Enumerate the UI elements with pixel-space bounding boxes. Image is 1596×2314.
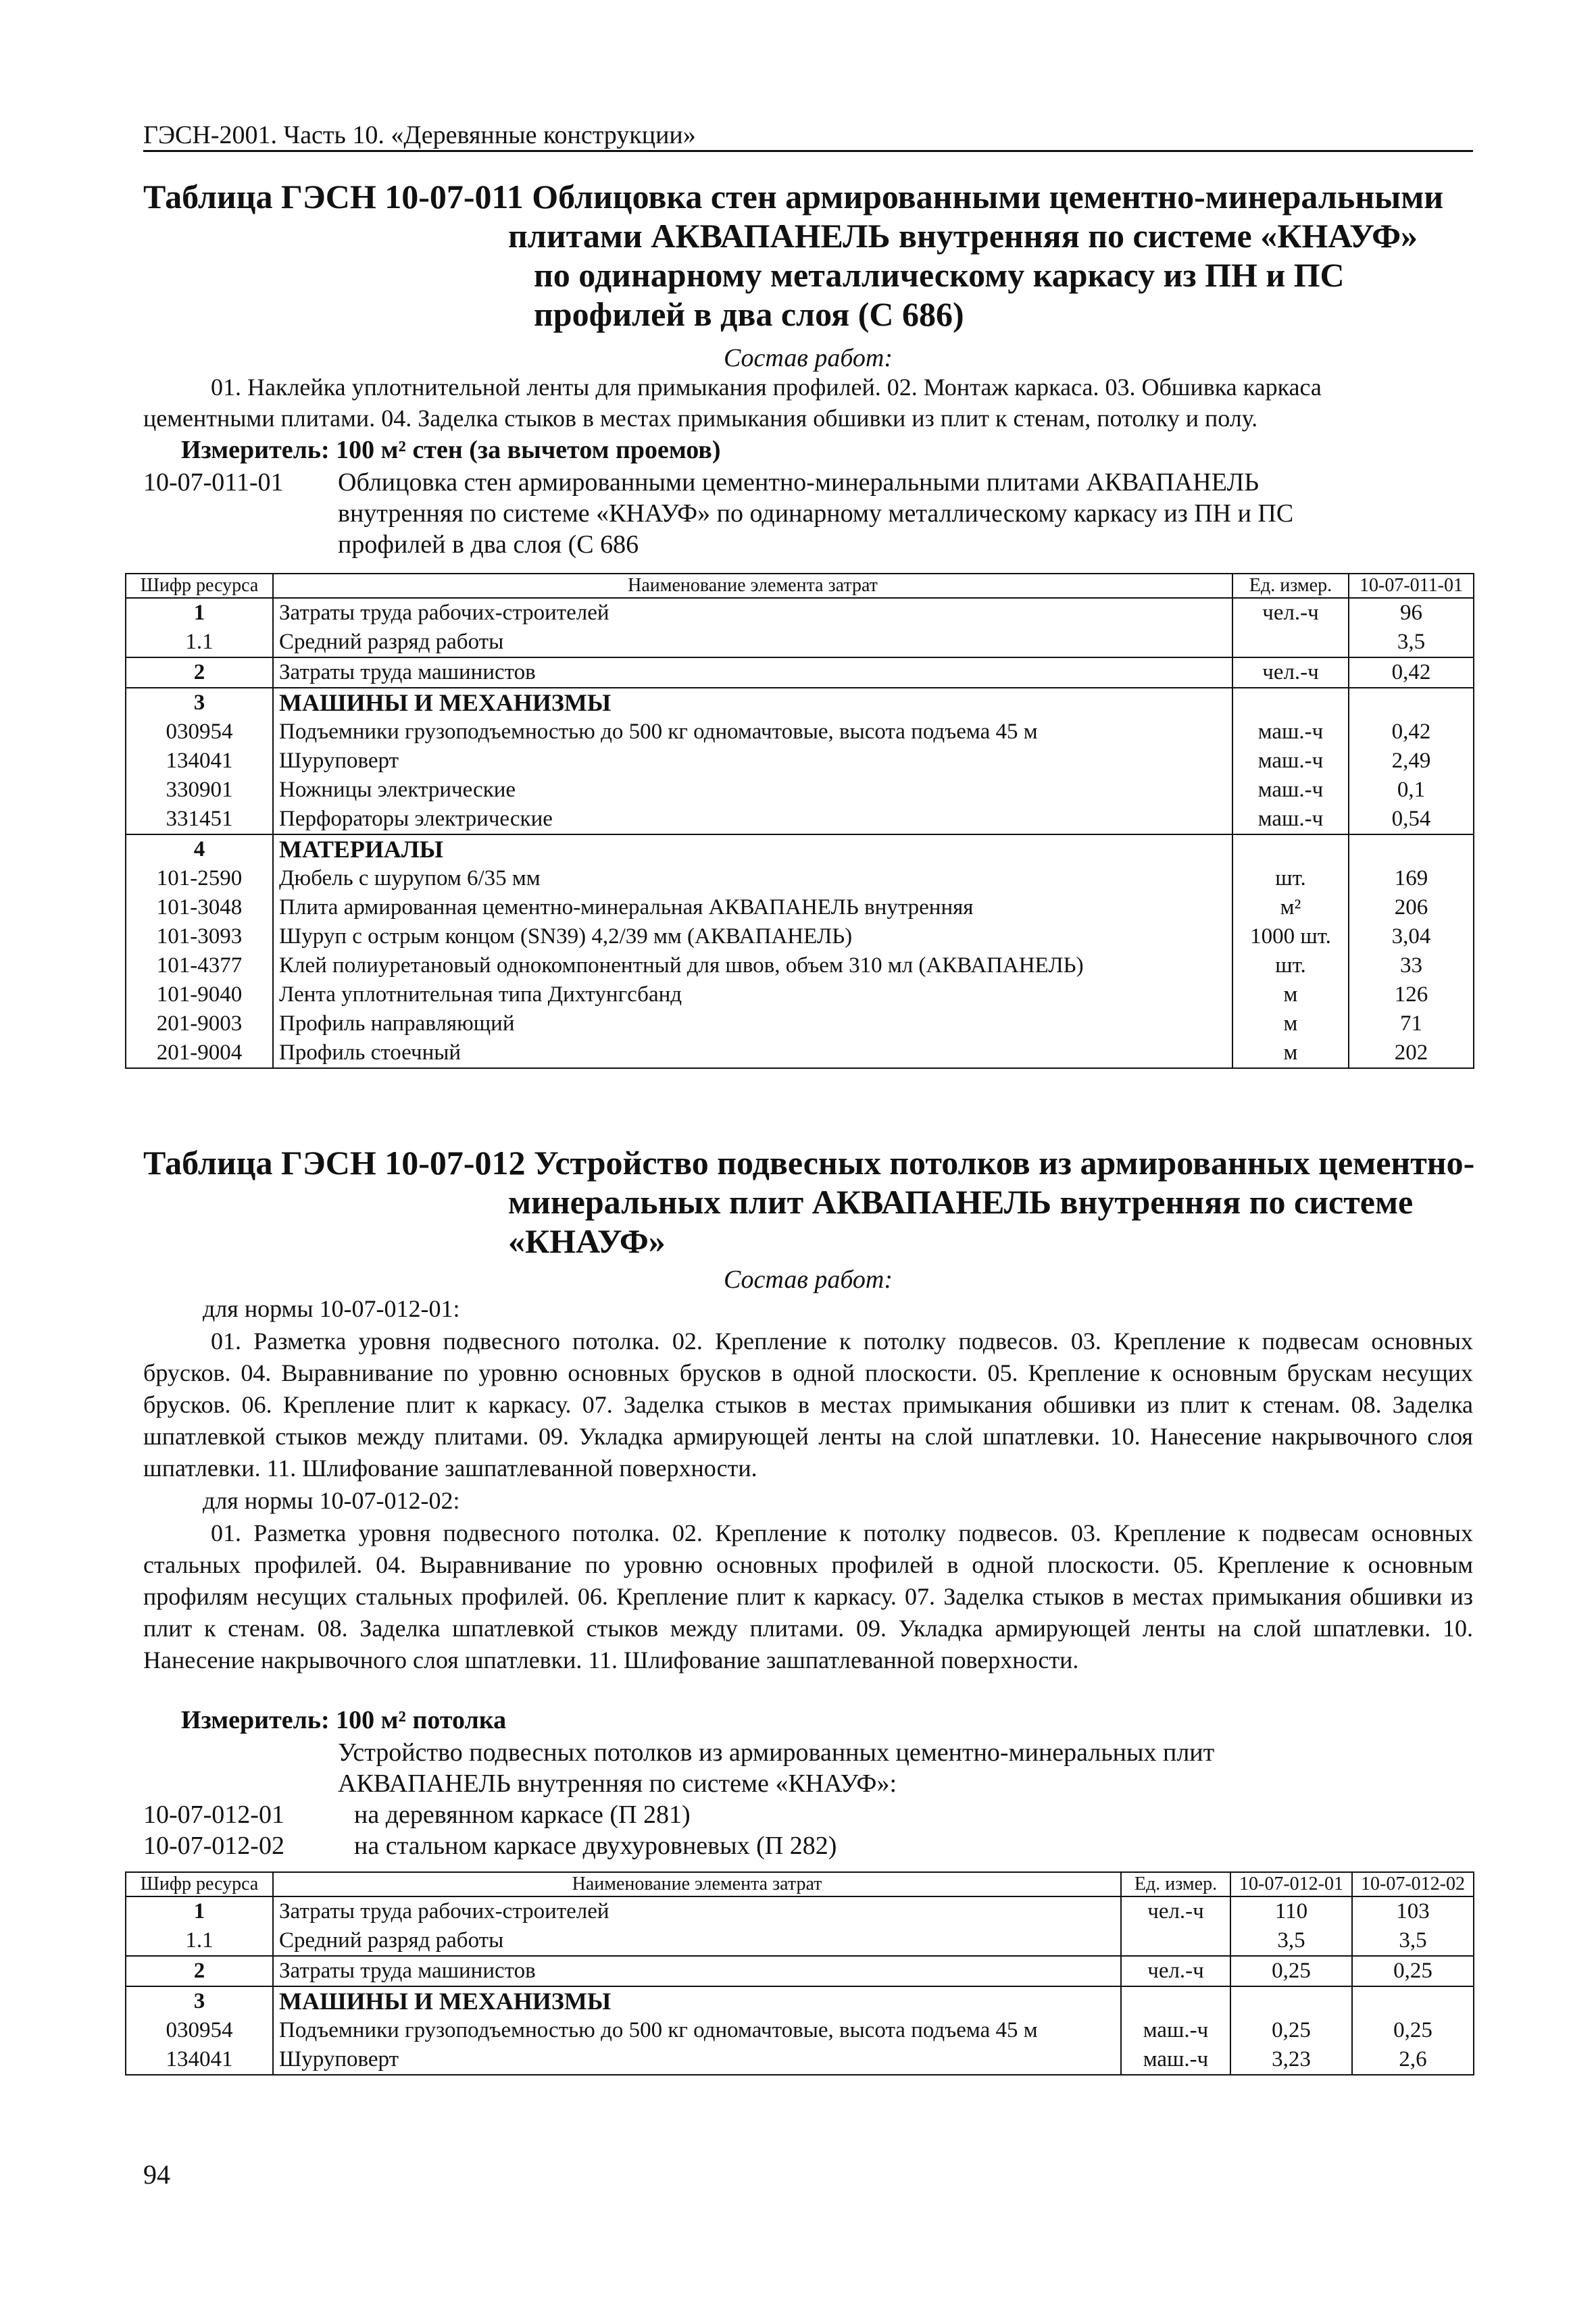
table-row xyxy=(126,893,1474,922)
cell-v1: 169 xyxy=(1349,864,1474,893)
table2-title-line3: «КНАУФ» xyxy=(508,1222,666,1260)
cell-v1: 0,25 xyxy=(1230,1956,1352,1986)
table1-work-heading: Состав работ: xyxy=(723,344,893,372)
table2-intro-line1: Устройство подвесных потолков из армированных цементно-минеральных плит xyxy=(338,1738,1215,1767)
cell-code: 3 xyxy=(126,688,273,718)
col-header-code: Шифр ресурса xyxy=(126,574,273,598)
cell-v2: 0,25 xyxy=(1352,1956,1474,1986)
cell-v1 xyxy=(1349,688,1474,718)
cell-v1 xyxy=(1349,834,1474,864)
table-row xyxy=(126,718,1474,747)
cell-code: 201-9003 xyxy=(126,1009,273,1038)
table-row xyxy=(126,776,1474,805)
running-header: ГЭСН-2001. Часть 10. «Деревянные конструкции» xyxy=(143,121,696,149)
cell-v2: 2,6 xyxy=(1352,2045,1474,2075)
norm2-label: для нормы 10-07-012-02: xyxy=(203,1487,460,1514)
table1-title-line4: профилей в два слоя (С 686) xyxy=(534,295,964,333)
table-row xyxy=(126,864,1474,893)
table2-header-row xyxy=(126,1872,1474,1896)
cell-code: 331451 xyxy=(126,805,273,834)
col-header-code: Шифр ресурса xyxy=(126,1872,273,1896)
table2-title-line2: минеральных плит АКВАПАНЕЛЬ внутренняя по системе xyxy=(508,1183,1414,1221)
table1-measure: Измеритель: 100 м² стен (за вычетом проемов) xyxy=(181,436,721,464)
norm-code-02: 10-07-012-02 xyxy=(143,1832,284,1860)
cell-v1: 202 xyxy=(1349,1038,1474,1068)
cell-name: Затраты труда рабочих-строителей xyxy=(273,598,1232,628)
cell-unit: м² xyxy=(1232,893,1349,922)
table2-title-line1: Таблица ГЭСН 10-07-012 Устройство подвесных потолков из армированных цементно- xyxy=(143,1144,1475,1182)
table1-norm-desc-line1: Облицовка стен армированными цементно-минеральными плитами АКВАПАНЕЛЬ xyxy=(338,468,1260,497)
cell-unit: чел.-ч xyxy=(1232,657,1349,688)
cell-unit: маш.-ч xyxy=(1232,718,1349,747)
cell-code: 2 xyxy=(126,1956,273,1986)
table2-work-heading: Состав работ: xyxy=(723,1265,893,1294)
cell-v1: 0,1 xyxy=(1349,776,1474,805)
norm-desc-02: на стальном каркасе двухуровневых (П 282) xyxy=(354,1832,837,1860)
cell-v2 xyxy=(1352,1986,1474,2016)
cell-unit: маш.-ч xyxy=(1121,2045,1230,2075)
norm1-work-text: 01. Разметка уровня подвесного потолка. 02. Крепление к потолку подвесов. 03. Крепление к подвесам основных брусков. 04. Выравнивание по уровню основных брусков в одной плоскости. 05. Крепление к основным брускам несущих брусков. 06. Крепление плит к каркасу. 07. Заделка стыков в местах примыкания обшивки из плит к стенам. 08. Заделка шпатлевкой стыков между плитами. 09. Укладка армирующей ленты на слой шпатлевки. 10. Нанесение накрывочного слоя шпатлевки. 11. Шлифование зашпатлеванной поверхности. xyxy=(143,1328,1473,1482)
cell-name: МАШИНЫ И МЕХАНИЗМЫ xyxy=(273,1986,1121,2016)
cell-unit xyxy=(1232,688,1349,718)
cell-name: Плита армированная цементно-минеральная АКВАПАНЕЛЬ внутренняя xyxy=(273,893,1232,922)
table-row xyxy=(126,1986,1474,2016)
cell-unit xyxy=(1232,834,1349,864)
table-row xyxy=(126,1009,1474,1038)
norm2-work-text: 01. Разметка уровня подвесного потолка. 02. Крепление к потолку подвесов. 03. Крепление к подвесам основных стальных профилей. 04. Выравнивание по уровню основных профилей в одной плоскости. 05. Крепление к основным профилям несущих стальных профилей. 06. Крепление плит к каркасу. 07. Заделка стыков в местах примыкания обшивки из плит к стенам. 08. Заделка шпатлевкой стыков между плитами. 09. Укладка армирующей ленты на слой шпатлевки. 10. Нанесение накрывочного слоя шпатлевки. 11. Шлифование зашпатлеванной поверхности. xyxy=(143,1519,1473,1674)
cell-name: Перфораторы электрические xyxy=(273,805,1232,834)
table-row xyxy=(126,628,1474,657)
cell-code: 030954 xyxy=(126,2016,273,2045)
cell-name: Профиль направляющий xyxy=(273,1009,1232,1038)
cell-unit: 1000 шт. xyxy=(1232,922,1349,951)
col-header-name: Наименование элемента затрат xyxy=(273,574,1232,598)
cell-name: Клей полиуретановый однокомпонентный для швов, объем 310 мл (АКВАПАНЕЛЬ) xyxy=(273,951,1232,980)
cell-name: Шуруп с острым концом (SN39) 4,2/39 мм (АКВАПАНЕЛЬ) xyxy=(273,922,1232,951)
cell-name: Ножницы электрические xyxy=(273,776,1232,805)
cell-unit: шт. xyxy=(1232,951,1349,980)
cell-name: Подъемники грузоподъемностью до 500 кг одномачтовые, высота подъема 45 м xyxy=(273,2016,1121,2045)
table2-intro-line2: АКВАПАНЕЛЬ внутренняя по системе «КНАУФ»: xyxy=(338,1769,897,1798)
cell-v1: 3,23 xyxy=(1230,2045,1352,2075)
col-header-norm-02: 10-07-012-02 xyxy=(1352,1872,1474,1896)
table1-header-row xyxy=(126,574,1474,598)
table2-measure: Измеритель: 100 м² потолка xyxy=(181,1706,507,1734)
cell-unit xyxy=(1121,1926,1230,1956)
cell-unit: м xyxy=(1232,1009,1349,1038)
cell-v2: 0,25 xyxy=(1352,2016,1474,2045)
cell-v1: 110 xyxy=(1230,1896,1352,1926)
cell-v1: 3,04 xyxy=(1349,922,1474,951)
norm-code-01: 10-07-012-01 xyxy=(143,1801,284,1829)
cell-name: МАТЕРИАЛЫ xyxy=(273,834,1232,864)
table-row xyxy=(126,688,1474,718)
cell-code: 1 xyxy=(126,1896,273,1926)
cell-v1: 126 xyxy=(1349,980,1474,1009)
table-row xyxy=(126,1038,1474,1068)
table1-work-line1: 01. Наклейка уплотнительной ленты для примыкания профилей. 02. Монтаж каркаса. 03. Обшивка каркаса xyxy=(211,374,1322,401)
cell-v1: 3,5 xyxy=(1349,628,1474,657)
cell-code: 134041 xyxy=(126,747,273,776)
cell-unit: м xyxy=(1232,1038,1349,1068)
cell-code: 1.1 xyxy=(126,1926,273,1956)
cell-name: Дюбель с шурупом 6/35 мм xyxy=(273,864,1232,893)
col-header-unit: Ед. измер. xyxy=(1232,574,1349,598)
table1-norm-code: 10-07-011-01 xyxy=(143,468,284,497)
cell-name: Средний разряд работы xyxy=(273,1926,1121,1956)
header-rule xyxy=(143,150,1473,152)
cell-v1: 2,49 xyxy=(1349,747,1474,776)
cell-name: Затраты труда рабочих-строителей xyxy=(273,1896,1121,1926)
table1-work-line2: цементными плитами. 04. Заделка стыков в местах примыкания обшивки из плит к стенам, потолку и полу. xyxy=(143,405,1258,432)
cell-v1: 33 xyxy=(1349,951,1474,980)
cell-unit: маш.-ч xyxy=(1232,776,1349,805)
cell-code: 1.1 xyxy=(126,628,273,657)
cell-unit: чел.-ч xyxy=(1121,1896,1230,1926)
cell-name: Шуруповерт xyxy=(273,2045,1121,2075)
cell-name: МАШИНЫ И МЕХАНИЗМЫ xyxy=(273,688,1232,718)
table1-norm-desc-line2: внутренняя по системе «КНАУФ» по одинарному металлическому каркасу из ПН и ПС xyxy=(338,499,1294,528)
cell-code: 134041 xyxy=(126,2045,273,2075)
cell-unit xyxy=(1232,628,1349,657)
cell-code: 201-9004 xyxy=(126,1038,273,1068)
cell-code: 4 xyxy=(126,834,273,864)
table1-norm-desc-line3: профилей в два слоя (С 686 xyxy=(338,530,639,559)
cell-v1: 96 xyxy=(1349,598,1474,628)
cell-name: Подъемники грузоподъемностью до 500 кг одномачтовые, высота подъема 45 м xyxy=(273,718,1232,747)
cell-code: 101-9040 xyxy=(126,980,273,1009)
table-row xyxy=(126,2045,1474,2075)
cell-unit: чел.-ч xyxy=(1121,1956,1230,1986)
cell-name: Затраты труда машинистов xyxy=(273,1956,1121,1986)
table-row xyxy=(126,1896,1474,1926)
cell-name: Шуруповерт xyxy=(273,747,1232,776)
col-header-norm-01: 10-07-012-01 xyxy=(1230,1872,1352,1896)
norm1-label: для нормы 10-07-012-01: xyxy=(203,1295,460,1322)
page-number: 94 xyxy=(143,2159,170,2190)
table-row xyxy=(126,598,1474,628)
cell-v1: 0,54 xyxy=(1349,805,1474,834)
col-header-name: Наименование элемента затрат xyxy=(273,1872,1121,1896)
cell-v1: 0,42 xyxy=(1349,718,1474,747)
cell-unit: шт. xyxy=(1232,864,1349,893)
cell-v1 xyxy=(1230,1986,1352,2016)
cell-code: 2 xyxy=(126,657,273,688)
table-row xyxy=(126,657,1474,688)
cell-name: Профиль стоечный xyxy=(273,1038,1232,1068)
cell-v2: 103 xyxy=(1352,1896,1474,1926)
table-row xyxy=(126,922,1474,951)
cell-unit xyxy=(1121,1986,1230,2016)
cell-v1: 3,5 xyxy=(1230,1926,1352,1956)
table-row xyxy=(126,1926,1474,1956)
table-row xyxy=(126,805,1474,834)
cell-code: 1 xyxy=(126,598,273,628)
cell-code: 101-3093 xyxy=(126,922,273,951)
cell-code: 030954 xyxy=(126,718,273,747)
cell-code: 3 xyxy=(126,1986,273,2016)
table-row xyxy=(126,980,1474,1009)
cell-v1: 206 xyxy=(1349,893,1474,922)
cell-unit: чел.-ч xyxy=(1232,598,1349,628)
cell-code: 101-3048 xyxy=(126,893,273,922)
table2 xyxy=(125,1871,1474,2076)
table-row xyxy=(126,747,1474,776)
cell-name: Лента уплотнительная типа Дихтунгсбанд xyxy=(273,980,1232,1009)
norm-desc-01: на деревянном каркасе (П 281) xyxy=(354,1801,691,1829)
cell-code: 101-2590 xyxy=(126,864,273,893)
col-header-norm: 10-07-011-01 xyxy=(1349,574,1474,598)
cell-v1: 0,42 xyxy=(1349,657,1474,688)
table1-title-line2: плитами АКВАПАНЕЛЬ внутренняя по системе «КНАУФ» xyxy=(508,217,1418,255)
cell-name: Затраты труда машинистов xyxy=(273,657,1232,688)
table-row xyxy=(126,951,1474,980)
table-row xyxy=(126,1956,1474,1986)
col-header-unit: Ед. измер. xyxy=(1121,1872,1230,1896)
cell-code: 330901 xyxy=(126,776,273,805)
table-row xyxy=(126,2016,1474,2045)
cell-unit: маш.-ч xyxy=(1232,747,1349,776)
cell-unit: маш.-ч xyxy=(1121,2016,1230,2045)
table1-title-line1: Таблица ГЭСН 10-07-011 Облицовка стен армированными цементно-минеральными xyxy=(143,178,1444,216)
table-row xyxy=(126,834,1474,864)
cell-v2: 3,5 xyxy=(1352,1926,1474,1956)
cell-code: 101-4377 xyxy=(126,951,273,980)
cell-v1: 0,25 xyxy=(1230,2016,1352,2045)
cell-unit: м xyxy=(1232,980,1349,1009)
cell-unit: маш.-ч xyxy=(1232,805,1349,834)
cell-v1: 71 xyxy=(1349,1009,1474,1038)
cell-name: Средний разряд работы xyxy=(273,628,1232,657)
table1 xyxy=(125,573,1474,1069)
table1-title-line3: по одинарному металлическому каркасу из ПН и ПС xyxy=(534,256,1345,294)
